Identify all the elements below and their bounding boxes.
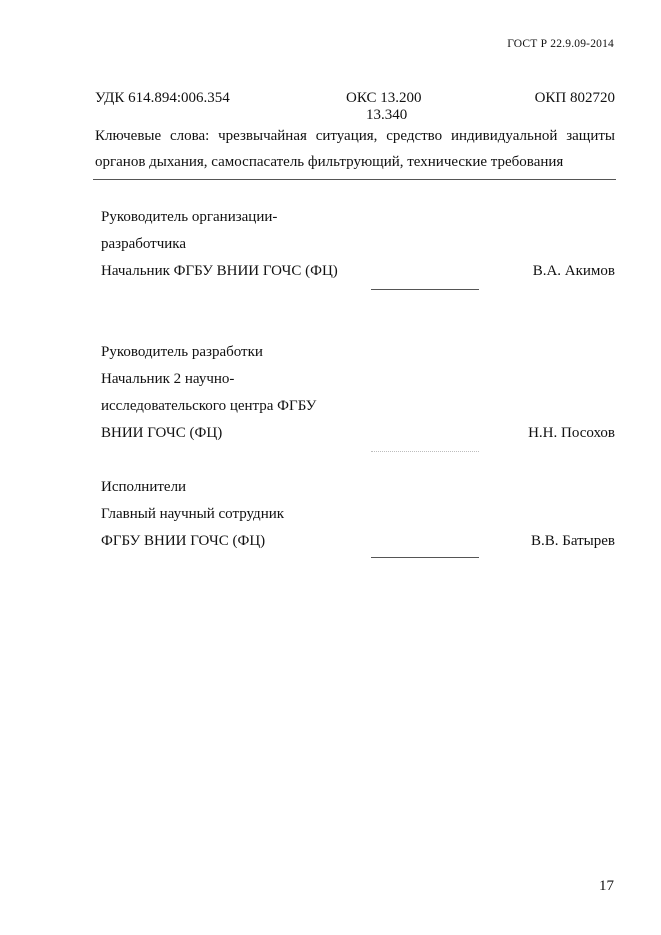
developer-head-name: В.А. Акимов: [532, 263, 615, 279]
development-head-position-2: исследовательского центра ФГБУ: [101, 398, 317, 414]
keywords-paragraph: Ключевые слова: чрезвычайная ситуация, средство индивидуальной защиты органов дыхания, самоспасатель фильтрующий, технические требования: [95, 128, 615, 170]
standard-code: ГОСТ Р 22.9.09-2014: [507, 38, 614, 50]
development-head-title: Руководитель разработки: [101, 344, 263, 360]
executors-heading: Исполнители: [101, 479, 187, 495]
development-head-position-1: Начальник 2 научно-: [101, 371, 235, 387]
developer-head-title-1: Руководитель организации-: [101, 209, 278, 225]
page-number: 17: [599, 878, 614, 894]
developer-head-signature-line: [371, 289, 479, 290]
oks-code-2: 13.340: [366, 107, 408, 123]
executors-position-1: Главный научный сотрудник: [101, 506, 285, 522]
keywords-divider: [93, 179, 616, 180]
executors-position-2: ФГБУ ВНИИ ГОЧС (ФЦ): [101, 533, 266, 549]
udk-code: УДК 614.894:006.354: [95, 90, 230, 106]
executors-signature-line: [371, 557, 479, 558]
developer-head-position: Начальник ФГБУ ВНИИ ГОЧС (ФЦ): [101, 263, 338, 279]
developer-head-title-2: разработчика: [101, 236, 187, 252]
development-head-signature-line: [371, 451, 479, 452]
development-head-name: Н.Н. Посохов: [528, 425, 615, 441]
development-head-position-3: ВНИИ ГОЧС (ФЦ): [101, 425, 223, 441]
okp-code: ОКП 802720: [534, 90, 615, 106]
oks-code-1: ОКС 13.200: [346, 90, 422, 106]
executors-name: В.В. Батырев: [530, 533, 615, 549]
